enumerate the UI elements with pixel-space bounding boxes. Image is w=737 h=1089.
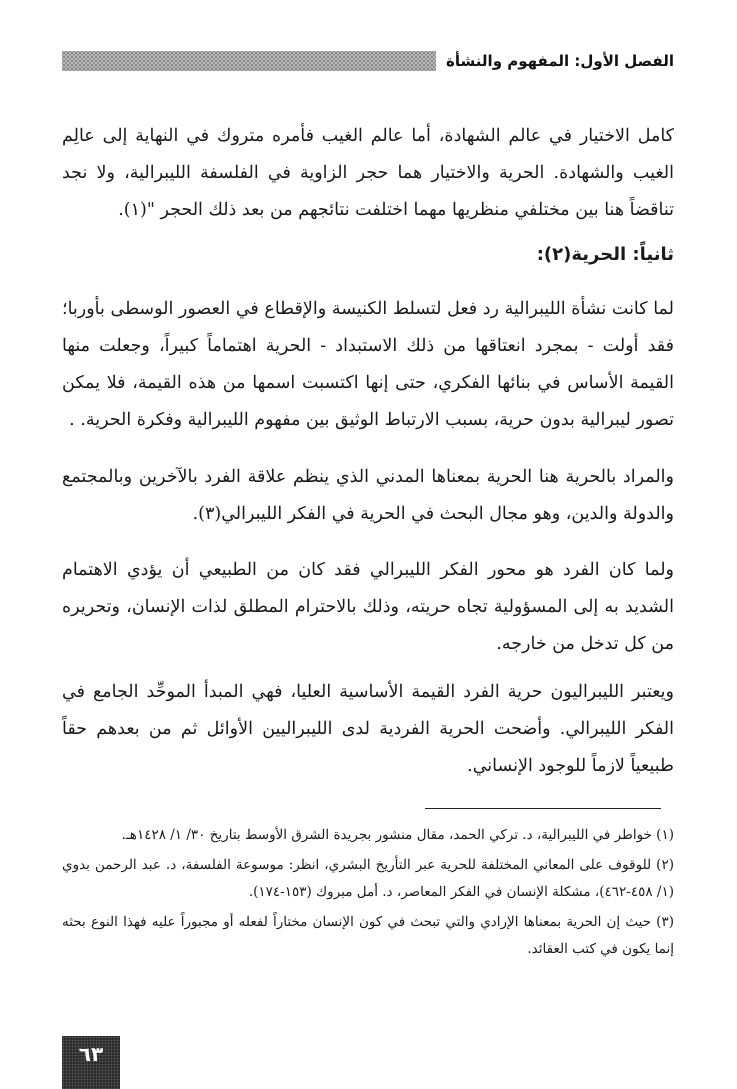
paragraph-block-1 [62,291,674,439]
footnotes [62,822,674,966]
footnote: (٣) حيث إن الحرية بمعناها الإرادي والتي تبحث في كون الإنسان مختاراً لفعله أو مجبوراً عليه فهذا النوع بحثه إنما يكون في كتب العقائد. [62,914,674,957]
footnote-separator [425,808,661,809]
footnote: (٢) للوقوف على المعاني المختلفة للحرية عبر التأريخ البشري، انظر: موسوعة الفلسفة، د. عبد الرحمن بدوي (١/ ٤٥٨-٤٦٢)، مشكلة الإنسان في الفكر المعاصر، د. أمل مبروك (١٥٣-١٧٤). [62,857,674,900]
footnote: (١) خواطر في الليبرالية، د. تركي الحمد، مقال منشور بجريدة الشرق الأوسط بتاريخ ٣٠/ ١/ ١٤٢٨هـ. [121,827,674,843]
body-paragraph: ولما كان الفرد هو محور الفكر الليبرالي فقد كان من الطبيعي أن يؤدي الاهتمام الشديد به إلى المسؤولية تجاه حريته، وذلك بالاحترام المطلق لذات الإنسان، وتحريره من كل تدخل من خارجه. [62,560,674,654]
intro-paragraph: كامل الاختيار في عالم الشهادة، أما عالم الغيب فأمره متروك في النهاية إلى عالِم الغيب والشهادة. الحرية والاختيار هما حجر الزاوية في الفلسفة الليبرالية، ولا نجد تناقضاً هنا بين مختلفي منظريها مهما اختلفت نتائجهم من بعد ذلك الحجر "(١). [62,126,674,220]
body-paragraph: لما كانت نشأة الليبرالية رد فعل لتسلط الكنيسة والإقطاع في العصور الوسطى بأوربا؛ فقد أولت - بمجرد انعتاقها من ذلك الاستبداد - الحرية اهتماماً كبيراً، وجعلت منها القيمة الأساس في بنائها الفكري، حتى إنها اكتسبت اسمها من هذه القيمة، فلا يمكن تصور ليبرالية بدون حرية، بسبب الارتباط الوثيق بين مفهوم الليبرالية وفكرة الحرية. . [62,299,674,430]
section-heading: ثانياً: الحرية(٢): [536,244,674,265]
paragraph-block-4 [62,674,674,785]
header-pattern-band [62,51,436,71]
body-paragraph: والمراد بالحرية هنا الحرية بمعناها المدني الذي ينظم علاقة الفرد بالآخرين وبالمجتمع والدولة والدين، وهو مجال البحث في الحرية في الفكر الليبرالي(٣). [62,467,674,524]
paragraph-block-3 [62,552,674,663]
running-header [62,46,674,76]
intro-paragraph-block [62,118,674,229]
body-paragraph: ويعتبر الليبراليون حرية الفرد القيمة الأساسية العليا، فهي المبدأ الموحِّد الجامع في الفكر الليبرالي. وأضحت الحرية الفردية لدى الليبراليين الأوائل ثم من بعدهم حقاً طبيعياً لازماً للوجود الإنساني. [62,682,674,776]
page-number: ٦٣ [78,1042,104,1066]
chapter-title: الفصل الأول: المفهوم والنشأة [446,52,674,70]
paragraph-block-2 [62,459,674,533]
page-number-box [62,1036,120,1089]
